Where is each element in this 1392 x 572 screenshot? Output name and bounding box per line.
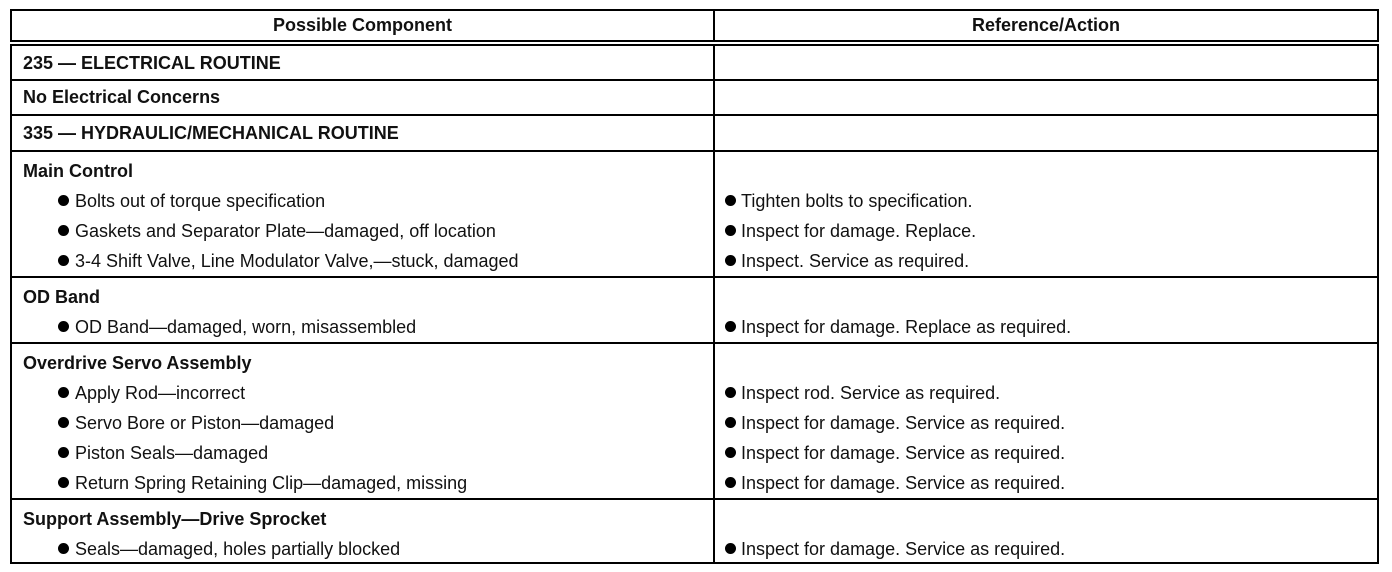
table-row xyxy=(12,500,1377,564)
section-title: OD Band xyxy=(23,287,101,307)
bullet-icon xyxy=(58,255,69,266)
bullet-icon xyxy=(725,321,736,332)
component-cell xyxy=(12,152,715,276)
header-reference-action: Reference/Action xyxy=(971,15,1121,35)
bullet-icon xyxy=(58,225,69,236)
component-item: Bolts out of torque specification xyxy=(23,186,713,216)
action-item: Inspect for damage. Service as required. xyxy=(725,408,1377,438)
bullet-icon xyxy=(725,447,736,458)
table-body xyxy=(10,44,1379,564)
component-item: Apply Rod—incorrect xyxy=(23,378,713,408)
action-item: Inspect for damage. Replace as required. xyxy=(725,312,1377,342)
table-row xyxy=(12,278,1377,344)
section-title: 235 — ELECTRICAL ROUTINE xyxy=(23,53,281,73)
table-row xyxy=(12,116,1377,152)
component-item: Return Spring Retaining Clip—damaged, missing xyxy=(23,468,713,498)
action-item: Tighten bolts to specification. xyxy=(725,186,1377,216)
bullet-icon xyxy=(58,477,69,488)
bullet-icon xyxy=(725,477,736,488)
section-title: Overdrive Servo Assembly xyxy=(23,353,252,373)
action-item: Inspect rod. Service as required. xyxy=(725,378,1377,408)
header-possible-component: Possible Component xyxy=(12,11,715,40)
bullet-icon xyxy=(58,417,69,428)
component-cell xyxy=(12,116,715,150)
table-header xyxy=(10,9,1379,42)
component-item: Seals—damaged, holes partially blocked xyxy=(23,534,713,564)
action-cell xyxy=(715,344,1377,498)
component-item: Gaskets and Separator Plate—damaged, off location xyxy=(23,216,713,246)
bullet-icon xyxy=(58,447,69,458)
action-cell xyxy=(715,81,1377,114)
bullet-icon xyxy=(58,387,69,398)
action-item: Inspect for damage. Service as required. xyxy=(725,438,1377,468)
component-cell xyxy=(12,278,715,342)
component-cell xyxy=(12,46,715,79)
table-row xyxy=(12,344,1377,500)
action-cell xyxy=(715,116,1377,150)
bullet-icon xyxy=(725,195,736,206)
bullet-icon xyxy=(725,225,736,236)
bullet-icon xyxy=(725,543,736,554)
component-cell xyxy=(12,500,715,564)
section-title: Main Control xyxy=(23,161,133,181)
component-item: 3-4 Shift Valve, Line Modulator Valve,—stuck, damaged xyxy=(23,246,713,276)
component-cell xyxy=(12,344,715,498)
action-cell xyxy=(715,278,1377,342)
action-cell xyxy=(715,500,1377,564)
bullet-icon xyxy=(725,387,736,398)
action-cell xyxy=(715,152,1377,276)
table-row xyxy=(12,152,1377,278)
section-title: No Electrical Concerns xyxy=(23,87,221,107)
bullet-icon xyxy=(725,417,736,428)
section-title: 335 — HYDRAULIC/MECHANICAL ROUTINE xyxy=(23,123,399,143)
component-item: Servo Bore or Piston—damaged xyxy=(23,408,713,438)
bullet-icon xyxy=(58,195,69,206)
action-item: Inspect for damage. Service as required. xyxy=(725,468,1377,498)
bullet-icon xyxy=(725,255,736,266)
table-row xyxy=(12,81,1377,116)
section-title: Support Assembly—Drive Sprocket xyxy=(23,509,327,529)
action-item: Inspect. Service as required. xyxy=(725,246,1377,276)
table-row xyxy=(12,46,1377,81)
action-item: Inspect for damage. Service as required. xyxy=(725,534,1377,564)
action-cell xyxy=(715,46,1377,79)
bullet-icon xyxy=(58,543,69,554)
action-item: Inspect for damage. Replace. xyxy=(725,216,1377,246)
component-item: OD Band—damaged, worn, misassembled xyxy=(23,312,713,342)
component-item: Piston Seals—damaged xyxy=(23,438,713,468)
bullet-icon xyxy=(58,321,69,332)
component-cell xyxy=(12,81,715,114)
